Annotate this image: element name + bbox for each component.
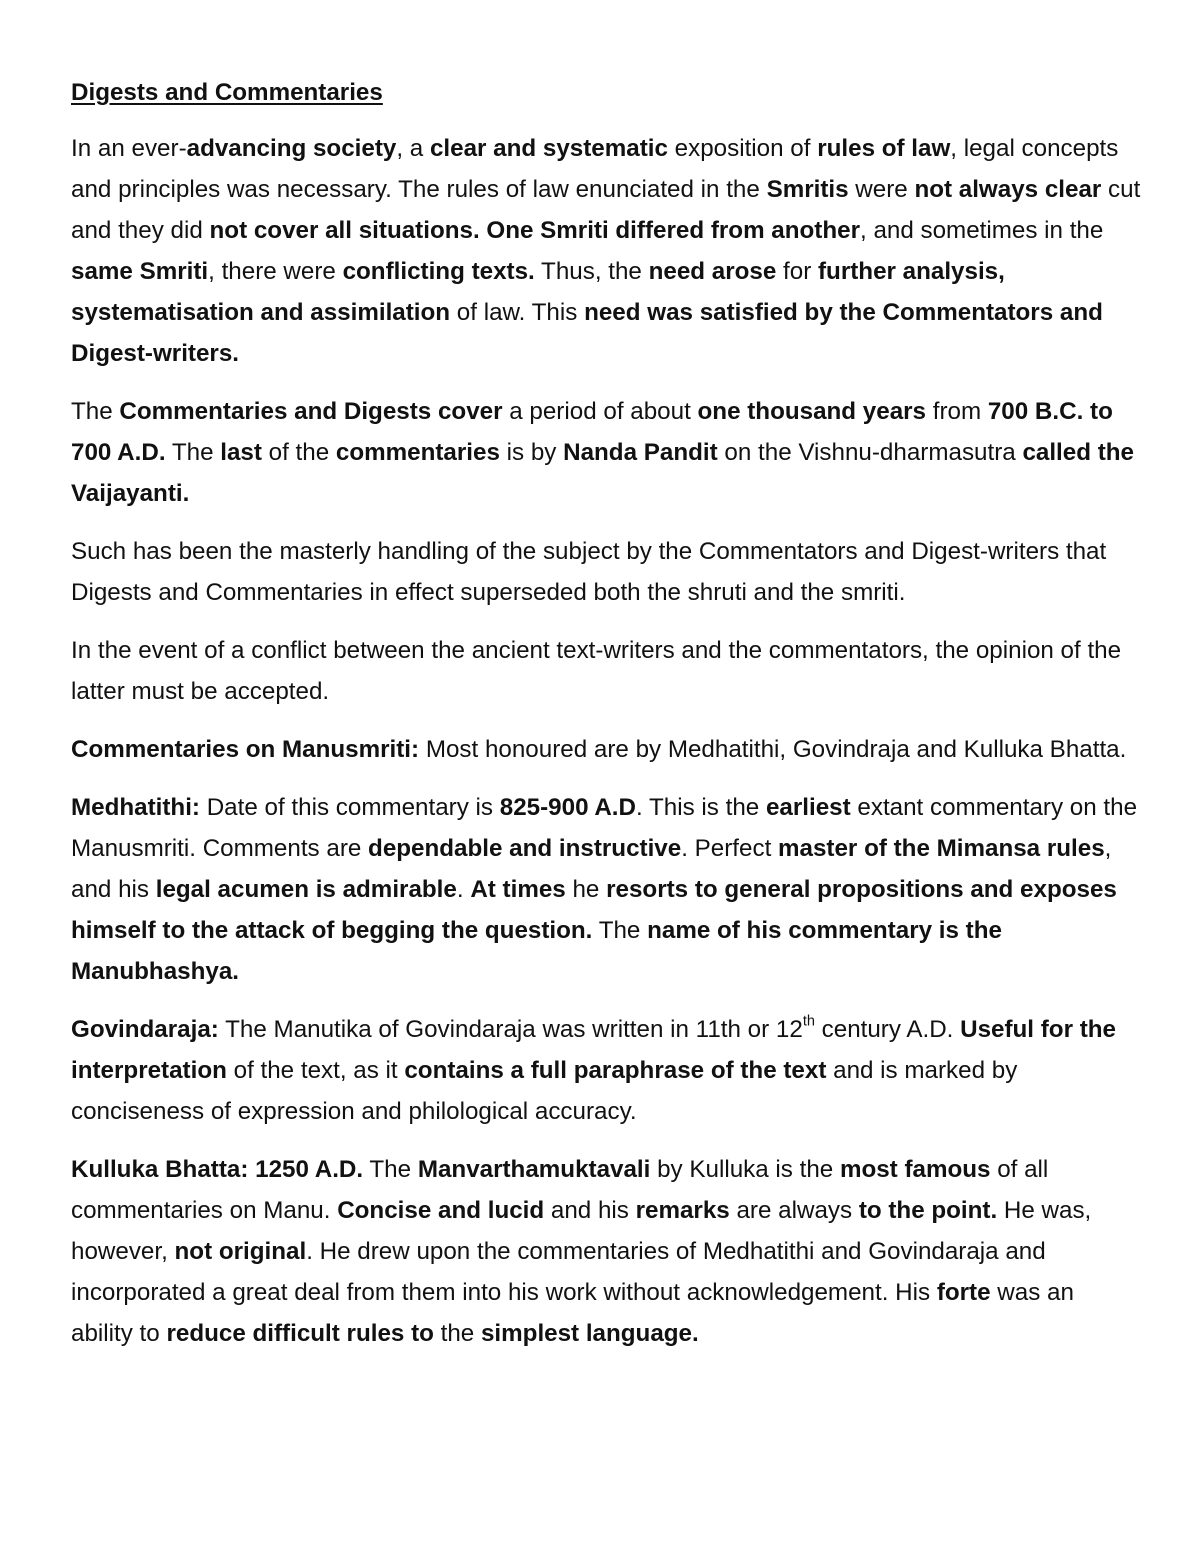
bold-text: Govindaraja: bbox=[71, 1016, 219, 1043]
paragraph bbox=[71, 729, 1141, 770]
bold-text: Manvarthamuktavali bbox=[417, 1156, 651, 1183]
bold-text: Commentaries and Digests cover bbox=[119, 398, 503, 425]
plain-text: The bbox=[363, 1156, 418, 1183]
plain-text: The bbox=[592, 917, 648, 944]
plain-text: exposition of bbox=[667, 135, 818, 162]
plain-text: Most honoured are by Medhatithi, Govindraja and Kulluka Bhatta. bbox=[419, 736, 1127, 763]
bold-text: called the Vaijayanti. bbox=[71, 439, 1135, 507]
plain-text: In the event of a conflict between the ancient text-writers and the commentators, the opinion of the latter must be accepted. bbox=[71, 637, 1122, 705]
bold-text: advancing society bbox=[186, 135, 397, 162]
bold-text: rules of law bbox=[817, 135, 951, 162]
plain-text: and his bbox=[544, 1197, 636, 1224]
bold-text: last bbox=[220, 439, 262, 466]
plain-text: , a bbox=[396, 135, 430, 162]
document-title: Digests and Commentaries bbox=[71, 79, 383, 106]
paragraph bbox=[71, 787, 1141, 992]
plain-text: of the text, as it bbox=[226, 1057, 405, 1084]
plain-text: The bbox=[71, 398, 120, 425]
bold-text: Kulluka Bhatta: 1250 A.D. bbox=[71, 1156, 364, 1183]
bold-text: further analysis, systematisation and assimilation bbox=[71, 258, 1005, 326]
bold-text: Commentaries on Manusmriti: bbox=[71, 736, 420, 763]
plain-text: The bbox=[165, 439, 221, 466]
bold-text: 700 B.C. to 700 A.D. bbox=[71, 398, 1113, 466]
plain-text: . He drew upon the commentaries of Medhatithi and Govindaraja and incorporated a great deal from them into his work without acknowledgement. His bbox=[71, 1238, 1046, 1306]
plain-text: In an ever- bbox=[71, 135, 187, 162]
plain-text: cut and they did bbox=[71, 176, 1141, 244]
plain-text: century A.D. bbox=[814, 1016, 961, 1043]
bold-text: remarks bbox=[635, 1197, 730, 1224]
superscript-text: th bbox=[802, 1013, 815, 1030]
bold-text: master of the Mimansa rules bbox=[778, 835, 1105, 862]
plain-text: of the bbox=[261, 439, 336, 466]
document-body bbox=[71, 128, 1141, 1354]
plain-text: The Manutika of Govindaraja was written in 11th or 12 bbox=[218, 1016, 803, 1043]
plain-text: for bbox=[776, 258, 818, 285]
bold-text: not cover all situations. One Smriti differed from another bbox=[209, 217, 860, 244]
bold-text: one thousand years bbox=[697, 398, 927, 425]
plain-text: was an ability to bbox=[71, 1279, 1074, 1347]
bold-text: conflicting texts. bbox=[342, 258, 535, 285]
plain-text: , there were bbox=[208, 258, 343, 285]
bold-text: At times bbox=[470, 876, 566, 903]
plain-text: from bbox=[926, 398, 988, 425]
bold-text: clear and systematic bbox=[429, 135, 668, 162]
plain-text: by Kulluka is the bbox=[650, 1156, 840, 1183]
plain-text: the bbox=[433, 1320, 481, 1347]
plain-text: He was, however, bbox=[71, 1197, 1092, 1265]
plain-text: Date of this commentary is bbox=[199, 794, 500, 821]
paragraph bbox=[71, 1009, 1141, 1132]
bold-text: Concise and lucid bbox=[337, 1197, 545, 1224]
bold-text: legal acumen is admirable bbox=[155, 876, 457, 903]
bold-text: Useful for the interpretation bbox=[71, 1016, 1116, 1084]
bold-text: Medhatithi: bbox=[71, 794, 200, 821]
plain-text: . bbox=[456, 876, 471, 903]
document-page bbox=[71, 72, 1141, 1371]
bold-text: not original bbox=[174, 1238, 307, 1265]
plain-text: . This is the bbox=[636, 794, 766, 821]
plain-text: extant commentary on the Manusmriti. Comments are bbox=[71, 794, 1138, 862]
paragraph bbox=[71, 391, 1141, 514]
plain-text: of all commentaries on Manu. bbox=[71, 1156, 1049, 1224]
paragraph bbox=[71, 1149, 1141, 1354]
bold-text: Nanda Pandit bbox=[563, 439, 718, 466]
bold-text: dependable and instructive bbox=[368, 835, 682, 862]
plain-text: of law. This bbox=[450, 299, 585, 326]
plain-text: is by bbox=[499, 439, 564, 466]
bold-text: simplest language. bbox=[480, 1320, 699, 1347]
bold-text: forte bbox=[936, 1279, 991, 1306]
paragraph bbox=[71, 531, 1141, 613]
bold-text: earliest bbox=[765, 794, 851, 821]
plain-text: a period of about bbox=[502, 398, 698, 425]
bold-text: same Smriti bbox=[71, 258, 209, 285]
plain-text: , and his bbox=[71, 835, 1112, 903]
bold-text: need arose bbox=[648, 258, 777, 285]
plain-text: , and sometimes in the bbox=[860, 217, 1104, 244]
plain-text: were bbox=[848, 176, 915, 203]
bold-text: to the point. bbox=[858, 1197, 998, 1224]
bold-text: need was satisfied by the Commentators and Digest-writers. bbox=[71, 299, 1103, 367]
plain-text: , legal concepts and principles was necessary. The rules of law enunciated in the bbox=[71, 135, 1119, 203]
bold-text: resorts to general propositions and exposes himself to the attack of begging the question. bbox=[71, 876, 1117, 944]
bold-text: contains a full paraphrase of the text bbox=[404, 1057, 827, 1084]
plain-text: . Perfect bbox=[681, 835, 779, 862]
paragraph bbox=[71, 128, 1141, 374]
bold-text: Smritis bbox=[766, 176, 849, 203]
bold-text: not always clear bbox=[914, 176, 1102, 203]
plain-text: on the Vishnu-dharmasutra bbox=[717, 439, 1023, 466]
plain-text: Thus, the bbox=[534, 258, 649, 285]
paragraph bbox=[71, 630, 1141, 712]
plain-text: are always bbox=[729, 1197, 859, 1224]
bold-text: name of his commentary is the Manubhashya. bbox=[71, 917, 1002, 985]
bold-text: reduce difficult rules to bbox=[166, 1320, 434, 1347]
bold-text: 825-900 A.D bbox=[499, 794, 636, 821]
bold-text: commentaries bbox=[335, 439, 500, 466]
bold-text: most famous bbox=[839, 1156, 991, 1183]
plain-text: and is marked by conciseness of expression and philological accuracy. bbox=[71, 1057, 1018, 1125]
plain-text: he bbox=[565, 876, 607, 903]
plain-text: Such has been the masterly handling of the subject by the Commentators and Digest-writers that Digests and Commentaries in effect superseded both the shruti and the smriti. bbox=[71, 538, 1107, 606]
